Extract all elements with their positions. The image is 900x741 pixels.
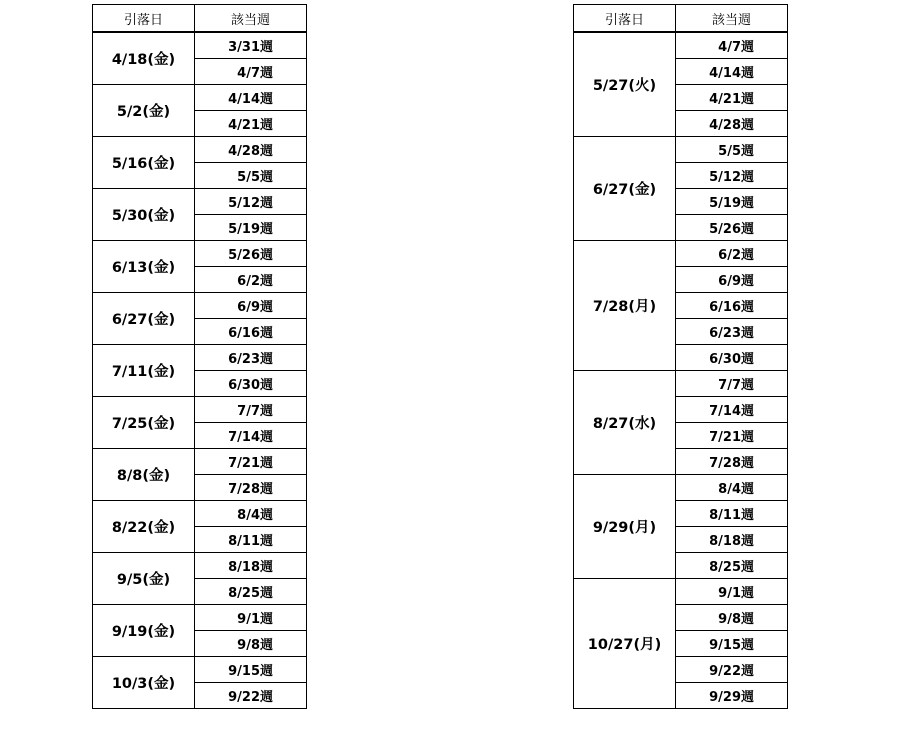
column-header-date: 引落日 [574,5,676,33]
debit-date-cell: 4/18(金) [93,32,195,84]
target-week-cell: 5/26週 [676,214,788,240]
right-schedule-table [573,4,788,709]
target-week-cell: 9/1週 [676,578,788,604]
target-week-cell: 6/9週 [676,266,788,292]
debit-date-cell: 7/11(金) [93,344,195,396]
column-header-date: 引落日 [93,5,195,33]
table-row [93,240,307,266]
left-schedule-table [92,4,307,709]
target-week-cell: 9/8週 [195,630,307,656]
target-week-cell: 6/16週 [676,292,788,318]
target-week-cell: 5/12週 [676,162,788,188]
target-week-cell: 5/19週 [676,188,788,214]
target-week-cell: 8/4週 [195,500,307,526]
target-week-cell: 8/18週 [195,552,307,578]
target-week-cell: 8/25週 [676,552,788,578]
target-week-cell: 7/14週 [195,422,307,448]
debit-date-cell: 5/16(金) [93,136,195,188]
target-week-cell: 7/7週 [195,396,307,422]
target-week-cell: 5/19週 [195,214,307,240]
target-week-cell: 6/23週 [195,344,307,370]
debit-date-cell: 6/27(金) [574,136,676,240]
target-week-cell: 6/30週 [195,370,307,396]
debit-date-cell: 5/30(金) [93,188,195,240]
table-row [574,32,788,58]
target-week-cell: 7/21週 [676,422,788,448]
target-week-cell: 8/25週 [195,578,307,604]
target-week-cell: 9/29週 [676,682,788,708]
table-row [93,344,307,370]
target-week-cell: 4/21週 [195,110,307,136]
debit-date-cell: 9/5(金) [93,552,195,604]
debit-date-cell: 7/25(金) [93,396,195,448]
target-week-cell: 7/7週 [676,370,788,396]
target-week-cell: 9/1週 [195,604,307,630]
table-row [93,32,307,58]
table-row [93,500,307,526]
target-week-cell: 8/11週 [676,500,788,526]
target-week-cell: 9/8週 [676,604,788,630]
table-row [93,552,307,578]
target-week-cell: 5/26週 [195,240,307,266]
target-week-cell: 3/31週 [195,32,307,58]
table-row [93,188,307,214]
column-header-week: 該当週 [676,5,788,33]
target-week-cell: 6/9週 [195,292,307,318]
target-week-cell: 4/14週 [676,58,788,84]
target-week-cell: 7/14週 [676,396,788,422]
target-week-cell: 4/28週 [195,136,307,162]
target-week-cell: 7/28週 [195,474,307,500]
table-row [574,474,788,500]
target-week-cell: 4/14週 [195,84,307,110]
header-row [93,5,307,33]
target-week-cell: 6/2週 [676,240,788,266]
target-week-cell: 8/18週 [676,526,788,552]
table-row [574,240,788,266]
target-week-cell: 4/7週 [676,32,788,58]
target-week-cell: 5/5週 [676,136,788,162]
table-row [93,396,307,422]
left-table-body [93,32,307,708]
table-row [93,448,307,474]
target-week-cell: 9/15週 [195,656,307,682]
debit-date-cell: 8/8(金) [93,448,195,500]
target-week-cell: 4/7週 [195,58,307,84]
debit-date-cell: 8/22(金) [93,500,195,552]
target-week-cell: 8/4週 [676,474,788,500]
target-week-cell: 9/22週 [195,682,307,708]
debit-date-cell: 6/13(金) [93,240,195,292]
debit-date-cell: 5/2(金) [93,84,195,136]
table-row [93,292,307,318]
target-week-cell: 9/15週 [676,630,788,656]
target-week-cell: 9/22週 [676,656,788,682]
debit-date-cell: 5/27(火) [574,32,676,136]
target-week-cell: 6/16週 [195,318,307,344]
debit-date-cell: 6/27(金) [93,292,195,344]
right-table-body [574,32,788,708]
target-week-cell: 7/21週 [195,448,307,474]
table-row [93,84,307,110]
debit-date-cell: 8/27(水) [574,370,676,474]
target-week-cell: 4/28週 [676,110,788,136]
target-week-cell: 6/23週 [676,318,788,344]
target-week-cell: 6/30週 [676,344,788,370]
target-week-cell: 5/12週 [195,188,307,214]
table-row [574,136,788,162]
target-week-cell: 8/11週 [195,526,307,552]
table-row [574,370,788,396]
debit-date-cell: 9/29(月) [574,474,676,578]
table-row [93,604,307,630]
target-week-cell: 4/21週 [676,84,788,110]
debit-date-cell: 9/19(金) [93,604,195,656]
header-row [574,5,788,33]
target-week-cell: 5/5週 [195,162,307,188]
target-week-cell: 7/28週 [676,448,788,474]
table-row [93,136,307,162]
table-row [93,656,307,682]
debit-date-cell: 10/3(金) [93,656,195,708]
target-week-cell: 6/2週 [195,266,307,292]
table-row [574,578,788,604]
debit-date-cell: 10/27(月) [574,578,676,708]
debit-date-cell: 7/28(月) [574,240,676,370]
column-header-week: 該当週 [195,5,307,33]
